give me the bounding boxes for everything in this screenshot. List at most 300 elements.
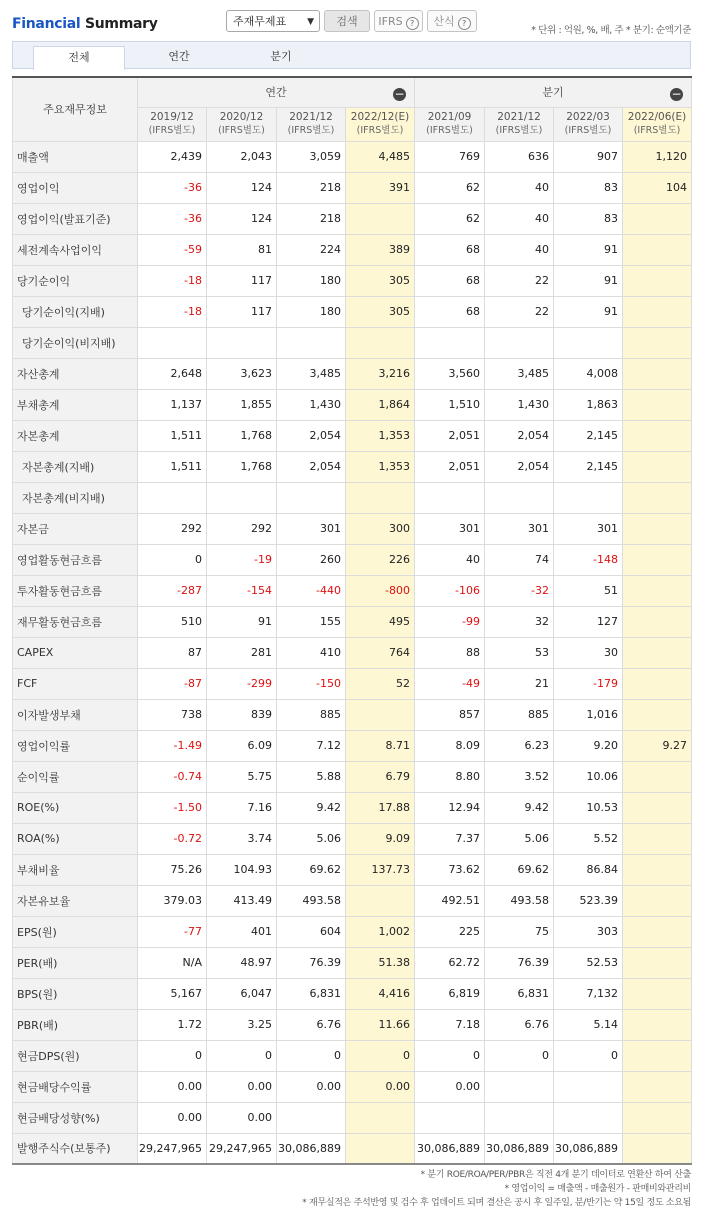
period-date: 2019/12: [150, 111, 194, 123]
table-cell: 68: [415, 265, 485, 296]
table-cell: N/A: [138, 947, 207, 978]
table-cell: 0.00: [138, 1102, 207, 1133]
collapse-quarter-icon[interactable]: −: [671, 87, 682, 101]
table-cell: -154: [207, 575, 277, 606]
table-cell: -49: [415, 668, 485, 699]
statement-select[interactable]: [226, 10, 320, 32]
table-cell: [623, 234, 692, 265]
table-cell: [623, 420, 692, 451]
table-cell: 6,819: [415, 978, 485, 1009]
table-cell: [277, 327, 346, 358]
table-cell: 839: [207, 699, 277, 730]
table-cell: 1,353: [346, 451, 415, 482]
table-cell: 75: [485, 916, 554, 947]
table-row: [13, 761, 692, 792]
table-cell: [623, 358, 692, 389]
table-cell: 40: [485, 234, 554, 265]
table-cell: 6.23: [485, 730, 554, 761]
table-row: [13, 823, 692, 854]
row-label: 자본총계(지배): [13, 451, 138, 482]
period-date: 2021/09: [427, 111, 472, 123]
table-cell: 4,485: [346, 141, 415, 172]
table-cell: 6.76: [277, 1009, 346, 1040]
table-cell: 292: [207, 513, 277, 544]
row-label: ROA(%): [13, 823, 138, 854]
table-cell: [554, 327, 623, 358]
table-cell: 21: [485, 668, 554, 699]
table-cell: 218: [277, 172, 346, 203]
table-cell: 73.62: [415, 854, 485, 885]
table-cell: 7,132: [554, 978, 623, 1009]
period-header: [554, 107, 623, 141]
row-label: 부채총계: [13, 389, 138, 420]
table-cell: 3,623: [207, 358, 277, 389]
table-cell: 2,145: [554, 420, 623, 451]
table-cell: 389: [346, 234, 415, 265]
table-cell: 62.72: [415, 947, 485, 978]
table-cell: 104: [623, 172, 692, 203]
table-cell: 292: [138, 513, 207, 544]
period-date: 2022/12(E): [350, 111, 410, 123]
table-cell: [623, 296, 692, 327]
table-cell: 1,863: [554, 389, 623, 420]
table-cell: 180: [277, 296, 346, 327]
table-cell: 117: [207, 296, 277, 327]
table-cell: [623, 1040, 692, 1071]
row-label: 순이익률: [13, 761, 138, 792]
annual-group-label: 연간: [265, 86, 287, 100]
table-cell: [554, 1102, 623, 1133]
table-cell: [623, 1071, 692, 1102]
table-cell: 523.39: [554, 885, 623, 916]
table-cell: 401: [207, 916, 277, 947]
row-label: 당기순이익: [13, 265, 138, 296]
table-cell: [623, 451, 692, 482]
table-cell: 53: [485, 637, 554, 668]
footnote: * 영업이익 = 매출액 - 매출원가 - 판매비와관리비: [504, 1184, 691, 1194]
table-cell: 6,831: [277, 978, 346, 1009]
ifrs-button[interactable]: [374, 10, 423, 32]
row-label: 투자활동현금흐름: [13, 575, 138, 606]
annual-group-header: [138, 77, 415, 107]
table-cell: 87: [138, 637, 207, 668]
row-label: PBR(배): [13, 1009, 138, 1040]
table-row: [13, 203, 692, 234]
table-cell: 303: [554, 916, 623, 947]
row-label: 영업이익: [13, 172, 138, 203]
table-cell: -0.74: [138, 761, 207, 792]
table-cell: 62: [415, 203, 485, 234]
table-cell: 40: [485, 172, 554, 203]
period-date: 2022/06(E): [627, 111, 687, 123]
table-cell: 5,167: [138, 978, 207, 1009]
period-standard: (IFRS별도): [148, 125, 196, 136]
table-row: [13, 916, 692, 947]
table-cell: -18: [138, 265, 207, 296]
table-cell: 40: [485, 203, 554, 234]
table-cell: 305: [346, 296, 415, 327]
table-cell: 4,416: [346, 978, 415, 1009]
table-cell: 104.93: [207, 854, 277, 885]
table-row: [13, 141, 692, 172]
table-cell: 0: [207, 1040, 277, 1071]
table-cell: [623, 327, 692, 358]
table-cell: 68: [415, 296, 485, 327]
table-cell: 1,430: [485, 389, 554, 420]
table-cell: 6,831: [485, 978, 554, 1009]
table-row: [13, 296, 692, 327]
table-cell: 300: [346, 513, 415, 544]
table-cell: [415, 482, 485, 513]
table-cell: 117: [207, 265, 277, 296]
table-cell: 9.09: [346, 823, 415, 854]
table-row: [13, 978, 692, 1009]
table-cell: -87: [138, 668, 207, 699]
period-header: [346, 107, 415, 141]
table-cell: [623, 947, 692, 978]
table-cell: [623, 575, 692, 606]
row-label: 당기순이익(지배): [13, 296, 138, 327]
table-cell: -77: [138, 916, 207, 947]
table-cell: 76.39: [277, 947, 346, 978]
table-cell: 81: [207, 234, 277, 265]
table-row: [13, 1009, 692, 1040]
table-cell: 7.37: [415, 823, 485, 854]
table-cell: 885: [277, 699, 346, 730]
table-cell: 5.88: [277, 761, 346, 792]
table-cell: 127: [554, 606, 623, 637]
table-cell: 281: [207, 637, 277, 668]
table-row: [13, 1040, 692, 1071]
table-row: [13, 234, 692, 265]
table-cell: -99: [415, 606, 485, 637]
tab-quarter[interactable]: 분기: [270, 50, 292, 63]
help-icon: ?: [458, 17, 471, 30]
table-cell: 83: [554, 172, 623, 203]
table-cell: 2,054: [485, 420, 554, 451]
row-label: 자본총계(비지배): [13, 482, 138, 513]
period-header: [415, 107, 485, 141]
table-row: [13, 451, 692, 482]
table-cell: 22: [485, 296, 554, 327]
table-cell: [277, 1102, 346, 1133]
row-label: 영업이익률: [13, 730, 138, 761]
period-standard: (IFRS별도): [633, 125, 681, 136]
table-cell: 3,485: [485, 358, 554, 389]
table-cell: 0: [277, 1040, 346, 1071]
table-cell: 0: [138, 1040, 207, 1071]
table-row: [13, 172, 692, 203]
table-row: [13, 358, 692, 389]
header: [0, 0, 709, 44]
table-cell: 379.03: [138, 885, 207, 916]
title-summary: Summary: [80, 16, 158, 32]
table-row: [13, 606, 692, 637]
table-cell: 51: [554, 575, 623, 606]
table-cell: 8.09: [415, 730, 485, 761]
row-label: 자본총계: [13, 420, 138, 451]
row-label: 재무활동현금흐름: [13, 606, 138, 637]
table-cell: [623, 265, 692, 296]
table-cell: 11.66: [346, 1009, 415, 1040]
tab-bar: [12, 41, 691, 69]
table-cell: 2,051: [415, 451, 485, 482]
table-cell: 1,353: [346, 420, 415, 451]
table-cell: 2,439: [138, 141, 207, 172]
table-cell: [346, 699, 415, 730]
table-cell: 3,059: [277, 141, 346, 172]
table-cell: 0.00: [207, 1071, 277, 1102]
tab-annual[interactable]: 연간: [168, 50, 190, 63]
table-cell: -32: [485, 575, 554, 606]
table-row: [13, 885, 692, 916]
period-standard: (IFRS별도): [356, 125, 404, 136]
table-cell: 6.76: [485, 1009, 554, 1040]
table-row: [13, 1133, 692, 1164]
table-cell: -299: [207, 668, 277, 699]
table-cell: 8.80: [415, 761, 485, 792]
table-cell: [138, 327, 207, 358]
table-cell: -440: [277, 575, 346, 606]
table-cell: [623, 544, 692, 575]
period-date: 2021/12: [289, 111, 333, 123]
table-row: [13, 699, 692, 730]
table-cell: 1,768: [207, 420, 277, 451]
table-cell: [623, 1102, 692, 1133]
table-cell: 2,054: [485, 451, 554, 482]
table-cell: 226: [346, 544, 415, 575]
table-cell: 1,864: [346, 389, 415, 420]
table-cell: 6.09: [207, 730, 277, 761]
table-cell: 0: [554, 1040, 623, 1071]
table-cell: 69.62: [485, 854, 554, 885]
table-cell: 155: [277, 606, 346, 637]
table-cell: 391: [346, 172, 415, 203]
row-label: 자본유보율: [13, 885, 138, 916]
period-header: [623, 107, 692, 141]
table-cell: 6.79: [346, 761, 415, 792]
table-cell: 224: [277, 234, 346, 265]
table-cell: [623, 389, 692, 420]
table-cell: -36: [138, 203, 207, 234]
table-cell: [623, 482, 692, 513]
table-cell: 124: [207, 203, 277, 234]
table-cell: 1,855: [207, 389, 277, 420]
table-cell: 2,054: [277, 420, 346, 451]
table-cell: 0.00: [207, 1102, 277, 1133]
row-label: ROE(%): [13, 792, 138, 823]
table-cell: 52.53: [554, 947, 623, 978]
table-cell: 86.84: [554, 854, 623, 885]
table-cell: 7.12: [277, 730, 346, 761]
table-cell: 52: [346, 668, 415, 699]
table-cell: 10.53: [554, 792, 623, 823]
row-label: BPS(원): [13, 978, 138, 1009]
table-cell: 3,216: [346, 358, 415, 389]
table-cell: 1,510: [415, 389, 485, 420]
table-cell: 2,145: [554, 451, 623, 482]
table-cell: 2,648: [138, 358, 207, 389]
table-cell: [623, 978, 692, 1009]
formula-label: 산식: [433, 15, 455, 28]
table-cell: [346, 482, 415, 513]
table-cell: 62: [415, 172, 485, 203]
table-cell: 91: [554, 234, 623, 265]
table-cell: -150: [277, 668, 346, 699]
table-cell: 17.88: [346, 792, 415, 823]
table-cell: 48.97: [207, 947, 277, 978]
table-cell: 88: [415, 637, 485, 668]
financial-table: [12, 76, 692, 1165]
table-cell: 1,016: [554, 699, 623, 730]
table-cell: 413.49: [207, 885, 277, 916]
table-cell: 91: [207, 606, 277, 637]
row-label: 영업활동현금흐름: [13, 544, 138, 575]
table-cell: 493.58: [485, 885, 554, 916]
table-cell: [207, 327, 277, 358]
table-cell: -800: [346, 575, 415, 606]
row-label: FCF: [13, 668, 138, 699]
table-cell: [623, 885, 692, 916]
period-standard: (IFRS별도): [426, 125, 473, 136]
table-cell: 218: [277, 203, 346, 234]
table-row: [13, 947, 692, 978]
table-cell: [623, 823, 692, 854]
table-cell: 764: [346, 637, 415, 668]
table-cell: 0: [485, 1040, 554, 1071]
table-cell: 5.06: [485, 823, 554, 854]
table-cell: [138, 482, 207, 513]
formula-button[interactable]: [427, 10, 477, 32]
unit-note: * 단위 : 억원, %, 배, 주 * 분기: 순액기준: [531, 25, 691, 36]
table-cell: -0.72: [138, 823, 207, 854]
table-cell: [346, 885, 415, 916]
table-cell: 5.75: [207, 761, 277, 792]
table-row: [13, 482, 692, 513]
table-cell: 1,120: [623, 141, 692, 172]
table-cell: 0: [138, 544, 207, 575]
table-cell: 8.71: [346, 730, 415, 761]
table-cell: 1,137: [138, 389, 207, 420]
table-cell: -19: [207, 544, 277, 575]
period-header: [485, 107, 554, 141]
table-cell: 410: [277, 637, 346, 668]
collapse-annual-icon[interactable]: −: [394, 87, 405, 101]
row-label: 발행주식수(보통주): [13, 1133, 138, 1164]
table-cell: 4,008: [554, 358, 623, 389]
table-cell: 2,054: [277, 451, 346, 482]
row-label: 당기순이익(비지배): [13, 327, 138, 358]
table-cell: 91: [554, 296, 623, 327]
table-cell: 76.39: [485, 947, 554, 978]
period-standard: (IFRS별도): [495, 125, 543, 136]
search-button[interactable]: 검색: [324, 10, 370, 32]
table-cell: 3.52: [485, 761, 554, 792]
table-cell: [623, 637, 692, 668]
table-cell: 301: [415, 513, 485, 544]
period-header: [277, 107, 346, 141]
table-row: [13, 513, 692, 544]
table-cell: 3,485: [277, 358, 346, 389]
table-cell: 180: [277, 265, 346, 296]
page-title: [12, 16, 158, 32]
table-cell: 907: [554, 141, 623, 172]
table-cell: [346, 327, 415, 358]
period-standard: (IFRS별도): [564, 125, 612, 136]
table-cell: 738: [138, 699, 207, 730]
row-label: 이자발생부채: [13, 699, 138, 730]
row-label: CAPEX: [13, 637, 138, 668]
chevron-down-icon: ▼: [307, 17, 314, 27]
table-cell: 7.18: [415, 1009, 485, 1040]
table-cell: 301: [277, 513, 346, 544]
table-row: [13, 389, 692, 420]
row-label: 세전계속사업이익: [13, 234, 138, 265]
table-row: [13, 575, 692, 606]
row-label: 자산총계: [13, 358, 138, 389]
table-cell: 301: [554, 513, 623, 544]
table-cell: 260: [277, 544, 346, 575]
table-cell: -287: [138, 575, 207, 606]
table-cell: [346, 203, 415, 234]
table-cell: -106: [415, 575, 485, 606]
tab-all[interactable]: 전체: [33, 46, 125, 70]
table-cell: 22: [485, 265, 554, 296]
table-cell: 5.52: [554, 823, 623, 854]
table-cell: [623, 761, 692, 792]
table-cell: [623, 1009, 692, 1040]
table-cell: [623, 1133, 692, 1164]
period-date: 2020/12: [219, 111, 264, 123]
table-cell: 137.73: [346, 854, 415, 885]
table-row: [13, 420, 692, 451]
table-cell: 74: [485, 544, 554, 575]
footnotes: [302, 1168, 691, 1210]
table-cell: 40: [415, 544, 485, 575]
row-label: 현금DPS(원): [13, 1040, 138, 1071]
row-label: 자본금: [13, 513, 138, 544]
row-label: 부채비율: [13, 854, 138, 885]
table-cell: [207, 482, 277, 513]
table-cell: [346, 1102, 415, 1133]
table-cell: -18: [138, 296, 207, 327]
table-row: [13, 1102, 692, 1133]
table-cell: [485, 482, 554, 513]
table-cell: 0.00: [138, 1071, 207, 1102]
table-row: [13, 544, 692, 575]
title-financial: Financial: [12, 16, 81, 32]
table-cell: -1.49: [138, 730, 207, 761]
table-row: [13, 637, 692, 668]
table-cell: 124: [207, 172, 277, 203]
table-cell: 30,086,889: [554, 1133, 623, 1164]
table-row: [13, 668, 692, 699]
table-cell: 604: [277, 916, 346, 947]
table-cell: [277, 482, 346, 513]
table-cell: 225: [415, 916, 485, 947]
table-body: [13, 141, 692, 1164]
table-row: [13, 1071, 692, 1102]
table-cell: [554, 1071, 623, 1102]
table-cell: 83: [554, 203, 623, 234]
table-cell: 91: [554, 265, 623, 296]
table-cell: -179: [554, 668, 623, 699]
table-cell: 0: [415, 1040, 485, 1071]
table-cell: [415, 1102, 485, 1133]
table-cell: -148: [554, 544, 623, 575]
table-cell: 3,560: [415, 358, 485, 389]
corner-header: 주요재무정보: [13, 77, 138, 141]
